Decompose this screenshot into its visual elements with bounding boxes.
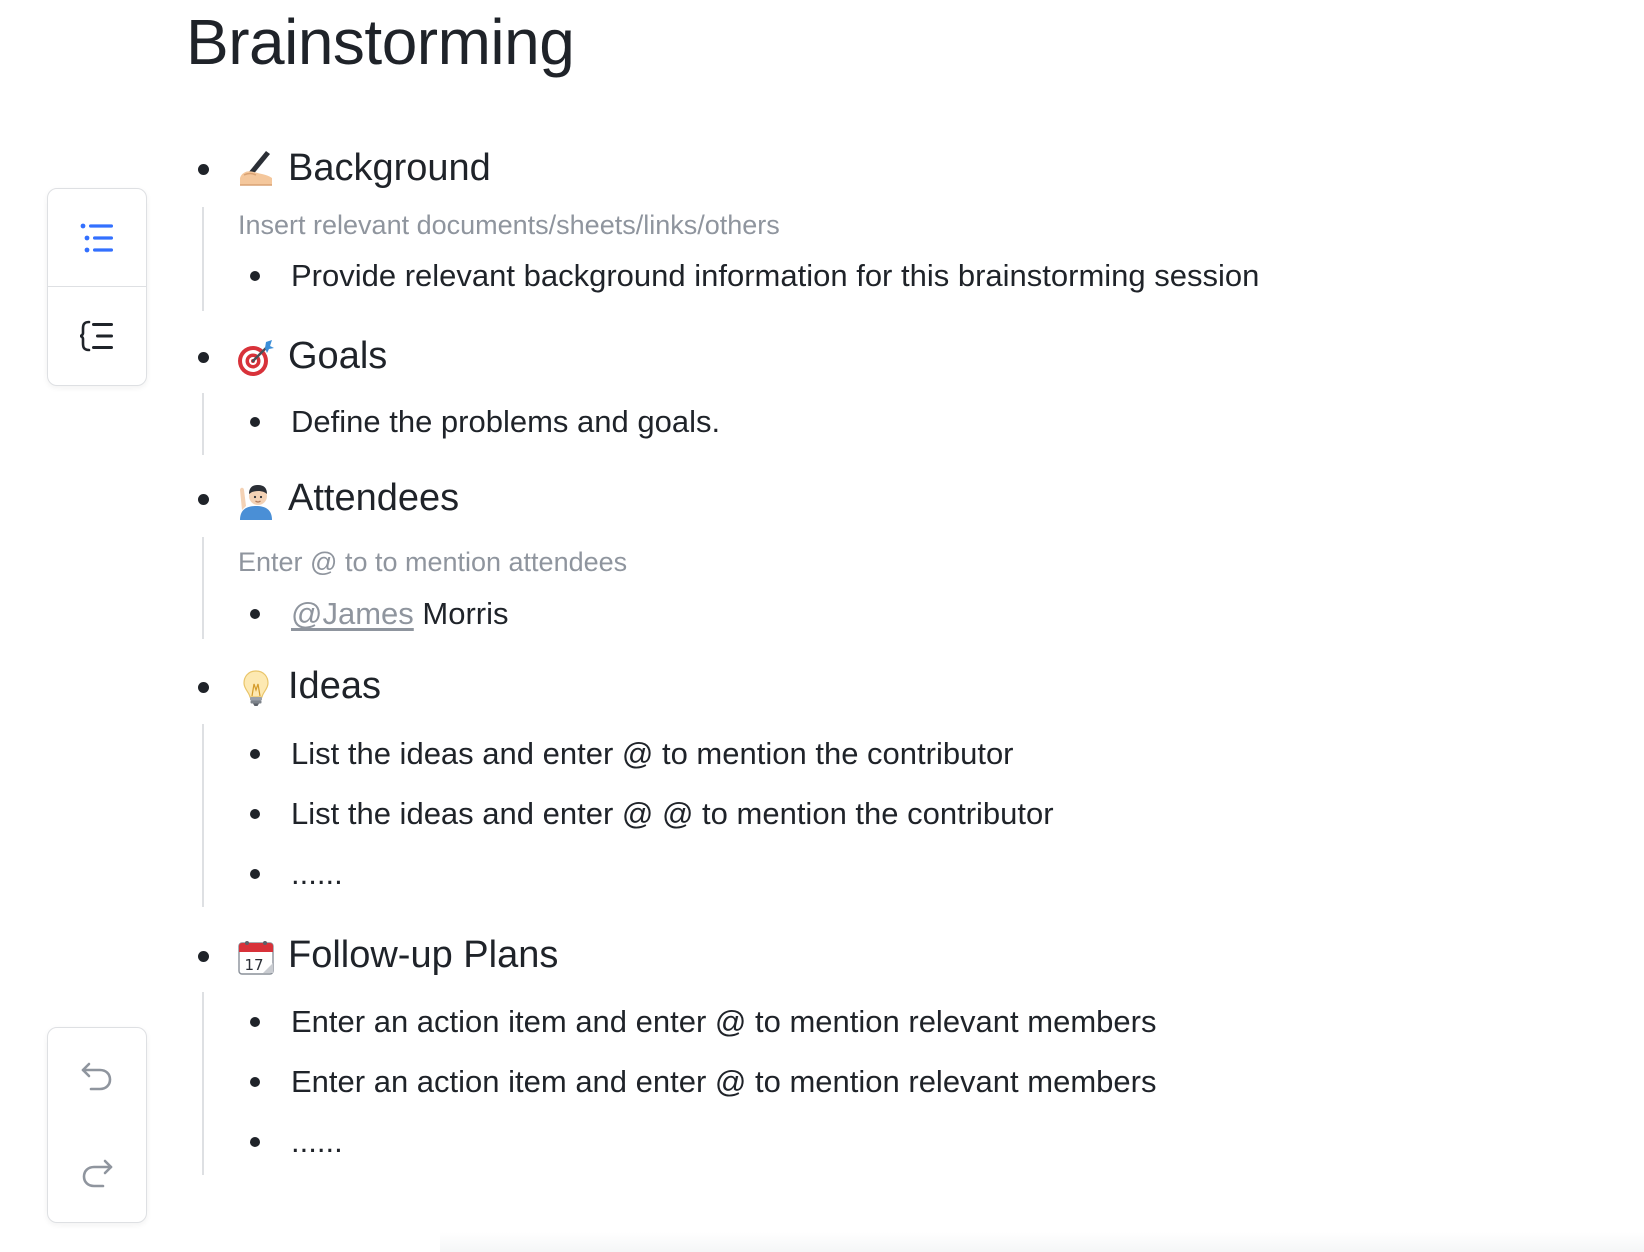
history-toolbar (47, 1027, 147, 1223)
light-bulb-icon (236, 668, 276, 708)
heading-attendees[interactable]: Attendees (288, 477, 460, 519)
undo-icon (80, 1060, 114, 1094)
section-guide-line (202, 537, 204, 639)
list-item-bullet[interactable] (250, 1137, 260, 1147)
calendar-day: 17 (244, 956, 264, 974)
list-item[interactable]: Define the problems and goals. (291, 404, 721, 439)
list-item-bullet[interactable] (250, 417, 260, 427)
attendees-hint: Enter @ to to mention attendees (238, 547, 628, 577)
redo-icon (80, 1157, 114, 1191)
heading-bullet[interactable] (198, 682, 209, 693)
writing-hand-icon (236, 148, 276, 188)
collapse-outline-icon (79, 320, 115, 352)
heading-ideas[interactable]: Ideas (288, 665, 381, 707)
list-item-bullet[interactable] (250, 809, 260, 819)
heading-background[interactable]: Background (288, 147, 491, 189)
heading-bullet[interactable] (198, 494, 209, 505)
raising-hand-icon (236, 480, 276, 520)
list-item[interactable]: ...... (291, 1124, 343, 1159)
heading-bullet[interactable] (198, 951, 209, 962)
section-guide-line (202, 724, 204, 907)
list-item-bullet[interactable] (250, 1017, 260, 1027)
heading-bullet[interactable] (198, 164, 209, 175)
list-item-bullet[interactable] (250, 749, 260, 759)
list-item[interactable]: Enter an action item and enter @ to mention relevant members (291, 1004, 1157, 1039)
list-item[interactable]: ...... (291, 856, 343, 891)
section-guide-line (202, 393, 204, 455)
direct-hit-icon (236, 338, 276, 378)
list-item-bullet[interactable] (250, 609, 260, 619)
list-item[interactable]: List the ideas and enter @ @ to mention the contributor (291, 796, 1054, 831)
list-item-bullet[interactable] (250, 1077, 260, 1087)
outline-toolbar (47, 188, 147, 386)
heading-followup[interactable]: Follow-up Plans (288, 934, 559, 976)
list-item-bullet[interactable] (250, 271, 260, 281)
list-item[interactable]: Enter an action item and enter @ to mention relevant members (291, 1064, 1157, 1099)
heading-goals[interactable]: Goals (288, 335, 388, 377)
list-item-bullet[interactable] (250, 869, 260, 879)
mention-link[interactable]: @James (291, 596, 414, 631)
outline-list-icon (79, 222, 115, 254)
list-item[interactable]: List the ideas and enter @ to mention the contributor (291, 736, 1014, 771)
document-title[interactable]: Brainstorming (186, 6, 575, 78)
mention-suffix: Morris (413, 596, 509, 631)
redo-button[interactable] (48, 1125, 146, 1222)
section-guide-line (202, 207, 204, 311)
section-guide-line (202, 992, 204, 1175)
undo-button[interactable] (48, 1028, 146, 1125)
background-hint: Insert relevant documents/sheets/links/others (238, 210, 780, 240)
outline-list-button[interactable] (48, 189, 146, 287)
heading-bullet[interactable] (198, 352, 209, 363)
collapse-outline-button[interactable] (48, 287, 146, 384)
list-item[interactable] (291, 594, 509, 634)
calendar-icon (236, 937, 276, 977)
list-item[interactable]: Provide relevant background information for this brainstorming session (291, 258, 1260, 293)
bottom-shadow (440, 1232, 1644, 1252)
